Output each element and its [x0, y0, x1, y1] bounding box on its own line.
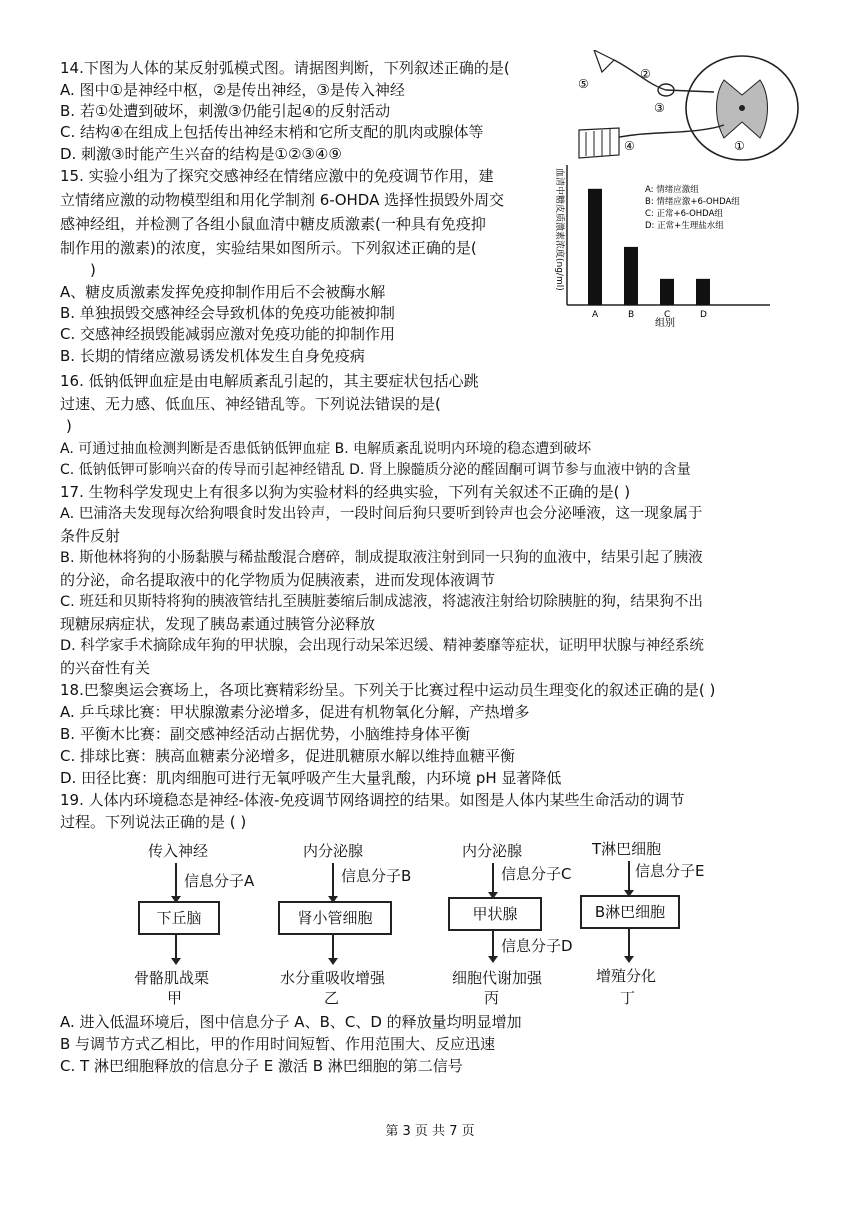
q17-stem: 17. 生物科学发现史上有很多以狗为实验材料的经典实验，下列有关叙述不正确的是( ) [60, 483, 631, 501]
flow-ding-tag: 丁 [620, 989, 636, 1007]
q16-options-cd: C. 低钠低钾可影响兴奋的传导而引起神经错乱 D. 肾上腺髓质分泌的醛固酮可调节参与血液中钠的含量 [60, 462, 691, 478]
chart-xlabel: 组别 [655, 318, 675, 329]
reflex-arc-figure [574, 50, 804, 170]
reflex-label-2: ② [640, 67, 651, 81]
q18-stem: 18.巴黎奥运会赛场上，各项比赛精彩纷呈。下列关于比赛过程中运动员生理变化的叙述正确的是( ) [60, 681, 716, 699]
q17-option-a-2: 条件反射 [60, 527, 121, 545]
q17-option-a-1: A. 巴浦洛夫发现每次给狗喂食时发出铃声，一段时间后狗只要听到铃声也会分泌唾液，这一现象属于 [60, 506, 703, 522]
legend-item-a: A: 情绪应激组 [645, 185, 699, 195]
legend-item-d: D: 正常+生理盐水组 [645, 221, 724, 231]
glucocorticoid-bar-chart [545, 160, 795, 330]
q15-option-b: B. 单独损毁交感神经会导致机体的免疫功能被抑制 [60, 304, 395, 322]
q17-option-c-2: 现糖尿病症状，发现了胰岛素通过胰管分泌释放 [60, 615, 376, 633]
regulation-flow-diagram [120, 835, 720, 1015]
flow-ding-arrow-1 [628, 861, 630, 891]
q19-line-1: 19. 人体内环境稳态是神经-体液-免疫调节网络调控的结果。如图是人体内某些生命活动的调节 [60, 791, 685, 809]
bar-b [624, 247, 638, 305]
chart-ylabel: 血清中糖皮质激素浓度(ng/ml) [554, 168, 564, 291]
reflex-label-3: ③ [654, 101, 665, 115]
q18-option-d: D. 田径比赛：肌肉细胞可进行无氧呼吸产生大量乳酸，内环境 pH 显著降低 [60, 769, 562, 787]
flow-ding-result: 增殖分化 [596, 967, 657, 985]
bar-a [588, 189, 602, 305]
q15-line-5: ) [90, 261, 96, 279]
q15-line-4: 制作用的激素)的浓度，实验结果如图所示。下列叙述正确的是( [60, 239, 477, 257]
q18-option-c: C. 排球比赛：胰高血糖素分泌增多，促进肌糖原水解以维持血糖平衡 [60, 747, 516, 765]
q15-option-a: A、糖皮质激素发挥免疫抑制作用后不会被酶水解 [60, 283, 386, 301]
q16-line-2: 过速、无力感、低血压、神经错乱等。下列说法错误的是( [60, 395, 441, 413]
q19-option-b: B 与调节方式乙相比，甲的作用时间短暂、作用范围大、反应迅速 [60, 1035, 496, 1053]
reflex-label-1: ① [734, 139, 745, 153]
flow-jia-signal: 信息分子A [184, 872, 255, 890]
q16-line-3: ) [66, 417, 72, 435]
flow-yi-tag: 乙 [324, 989, 340, 1007]
flow-jia-arrow-2 [175, 935, 177, 959]
q14-stem: 14.下图为人体的某反射弧模式图。请据图判断，下列叙述正确的是( [60, 59, 510, 77]
q14-option-d: D. 刺激③时能产生兴奋的结构是①②③④⑨ [60, 145, 342, 163]
flow-yi-box: 肾小管细胞 [278, 901, 392, 935]
flow-jia-result: 骨骼肌战栗 [134, 969, 210, 987]
legend-item-c: C: 正常+6-OHDA组 [645, 209, 723, 219]
reflex-label-4: ④ [624, 139, 635, 153]
flow-yi-top: 内分泌腺 [303, 842, 364, 860]
q15-line-3: 感神经组，并检测了各组小鼠血清中糖皮质激素(一种具有免疫抑 [60, 215, 486, 233]
flow-bing-box: 甲状腺 [448, 897, 542, 931]
flow-yi-arrow-1 [332, 863, 334, 897]
q19-line-2: 过程。下列说法正确的是 ( ) [60, 813, 247, 831]
flow-yi-arrow-2 [332, 935, 334, 959]
q15-line-1: 15. 实验小组为了探究交感神经在情绪应激中的免疫调节作用，建 [60, 167, 494, 185]
flow-bing-signal-2: 信息分子D [501, 937, 573, 955]
q15-option-d: B. 长期的情绪应激易诱发机体发生自身免疫病 [60, 347, 365, 365]
flow-jia-tag: 甲 [167, 989, 183, 1007]
flow-jia-box: 下丘脑 [138, 901, 220, 935]
q14-option-a: A. 图中①是神经中枢，②是传出神经，③是传入神经 [60, 81, 405, 99]
flow-yi-signal: 信息分子B [341, 867, 412, 885]
q15-option-c: C. 交感神经损毁能减弱应激对免疫功能的抑制作用 [60, 325, 396, 343]
flow-yi-result: 水分重吸收增强 [280, 969, 386, 987]
q19-option-c: C. T 淋巴细胞释放的信息分子 E 激活 B 淋巴细胞的第二信号 [60, 1057, 463, 1075]
flow-bing-tag: 丙 [484, 989, 500, 1007]
bar-d [696, 279, 710, 305]
page-footer: 第 3 页 共 7 页 [385, 1124, 475, 1139]
flow-ding-signal: 信息分子E [635, 862, 705, 880]
chart-legend [645, 184, 740, 231]
flow-jia-top: 传入神经 [148, 842, 209, 860]
flow-bing-signal: 信息分子C [501, 865, 572, 883]
q16-options-ab: A. 可通过抽血检测判断是否患低钠低钾血症 B. 电解质紊乱说明内环境的稳态遭到破坏 [60, 441, 592, 457]
q16-line-1: 16. 低钠低钾血症是由电解质紊乱引起的，其主要症状包括心跳 [60, 372, 479, 390]
q17-option-d-1: D. 科学家手术摘除成年狗的甲状腺，会出现行动呆笨迟缓、精神萎靡等症状，证明甲状腺与神经系统 [60, 638, 704, 654]
q19-option-a: A. 进入低温环境后，图中信息分子 A、B、C、D 的释放量均明显增加 [60, 1013, 522, 1031]
bar-c [660, 279, 674, 305]
flow-ding-arrow-2 [628, 929, 630, 957]
flow-jia-arrow-1 [175, 863, 177, 897]
flow-ding-top: T淋巴细胞 [592, 840, 662, 858]
q17-option-b-2: 的分泌，命名提取液中的化学物质为促胰液素，进而发现体液调节 [60, 571, 496, 589]
x-tick-d: D [700, 310, 707, 320]
reflex-label-5: ⑤ [578, 77, 589, 91]
q17-option-d-2: 的兴奋性有关 [60, 659, 151, 677]
x-tick-c: C [664, 310, 671, 320]
flow-bing-result: 细胞代谢加强 [452, 969, 543, 987]
q14-option-c: C. 结构④在组成上包括传出神经末梢和它所支配的肌肉或腺体等 [60, 123, 484, 141]
x-tick-b: B [628, 310, 635, 320]
q17-option-c-1: C. 班廷和贝斯特将狗的胰液管结扎至胰脏萎缩后制成滤液，将滤液注射给切除胰脏的狗，结果狗不出 [60, 594, 703, 610]
x-tick-a: A [592, 310, 599, 320]
flow-ding-box: B淋巴细胞 [580, 895, 680, 929]
q17-option-b-1: B. 斯他林将狗的小肠黏膜与稀盐酸混合磨碎，制成提取液注射到同一只狗的血液中，结果引起了胰液 [60, 550, 703, 566]
q18-option-b: B. 平衡木比赛：副交感神经活动占据优势，小脑维持身体平衡 [60, 725, 470, 743]
q18-option-a: A. 乒乓球比赛：甲状腺激素分泌增多，促进有机物氧化分解，产热增多 [60, 703, 530, 721]
flow-bing-arrow-2 [492, 931, 494, 957]
q14-option-b: B. 若①处遭到破坏，刺激③仍能引起④的反射活动 [60, 102, 391, 120]
flow-bing-top: 内分泌腺 [462, 842, 523, 860]
legend-item-b: B: 情绪应激+6-OHDA组 [645, 197, 740, 207]
q15-line-2: 立情绪应激的动物模型组和用化学制剂 6-OHDA 选择性损毁外周交 [60, 191, 505, 209]
flow-bing-arrow-1 [492, 863, 494, 893]
